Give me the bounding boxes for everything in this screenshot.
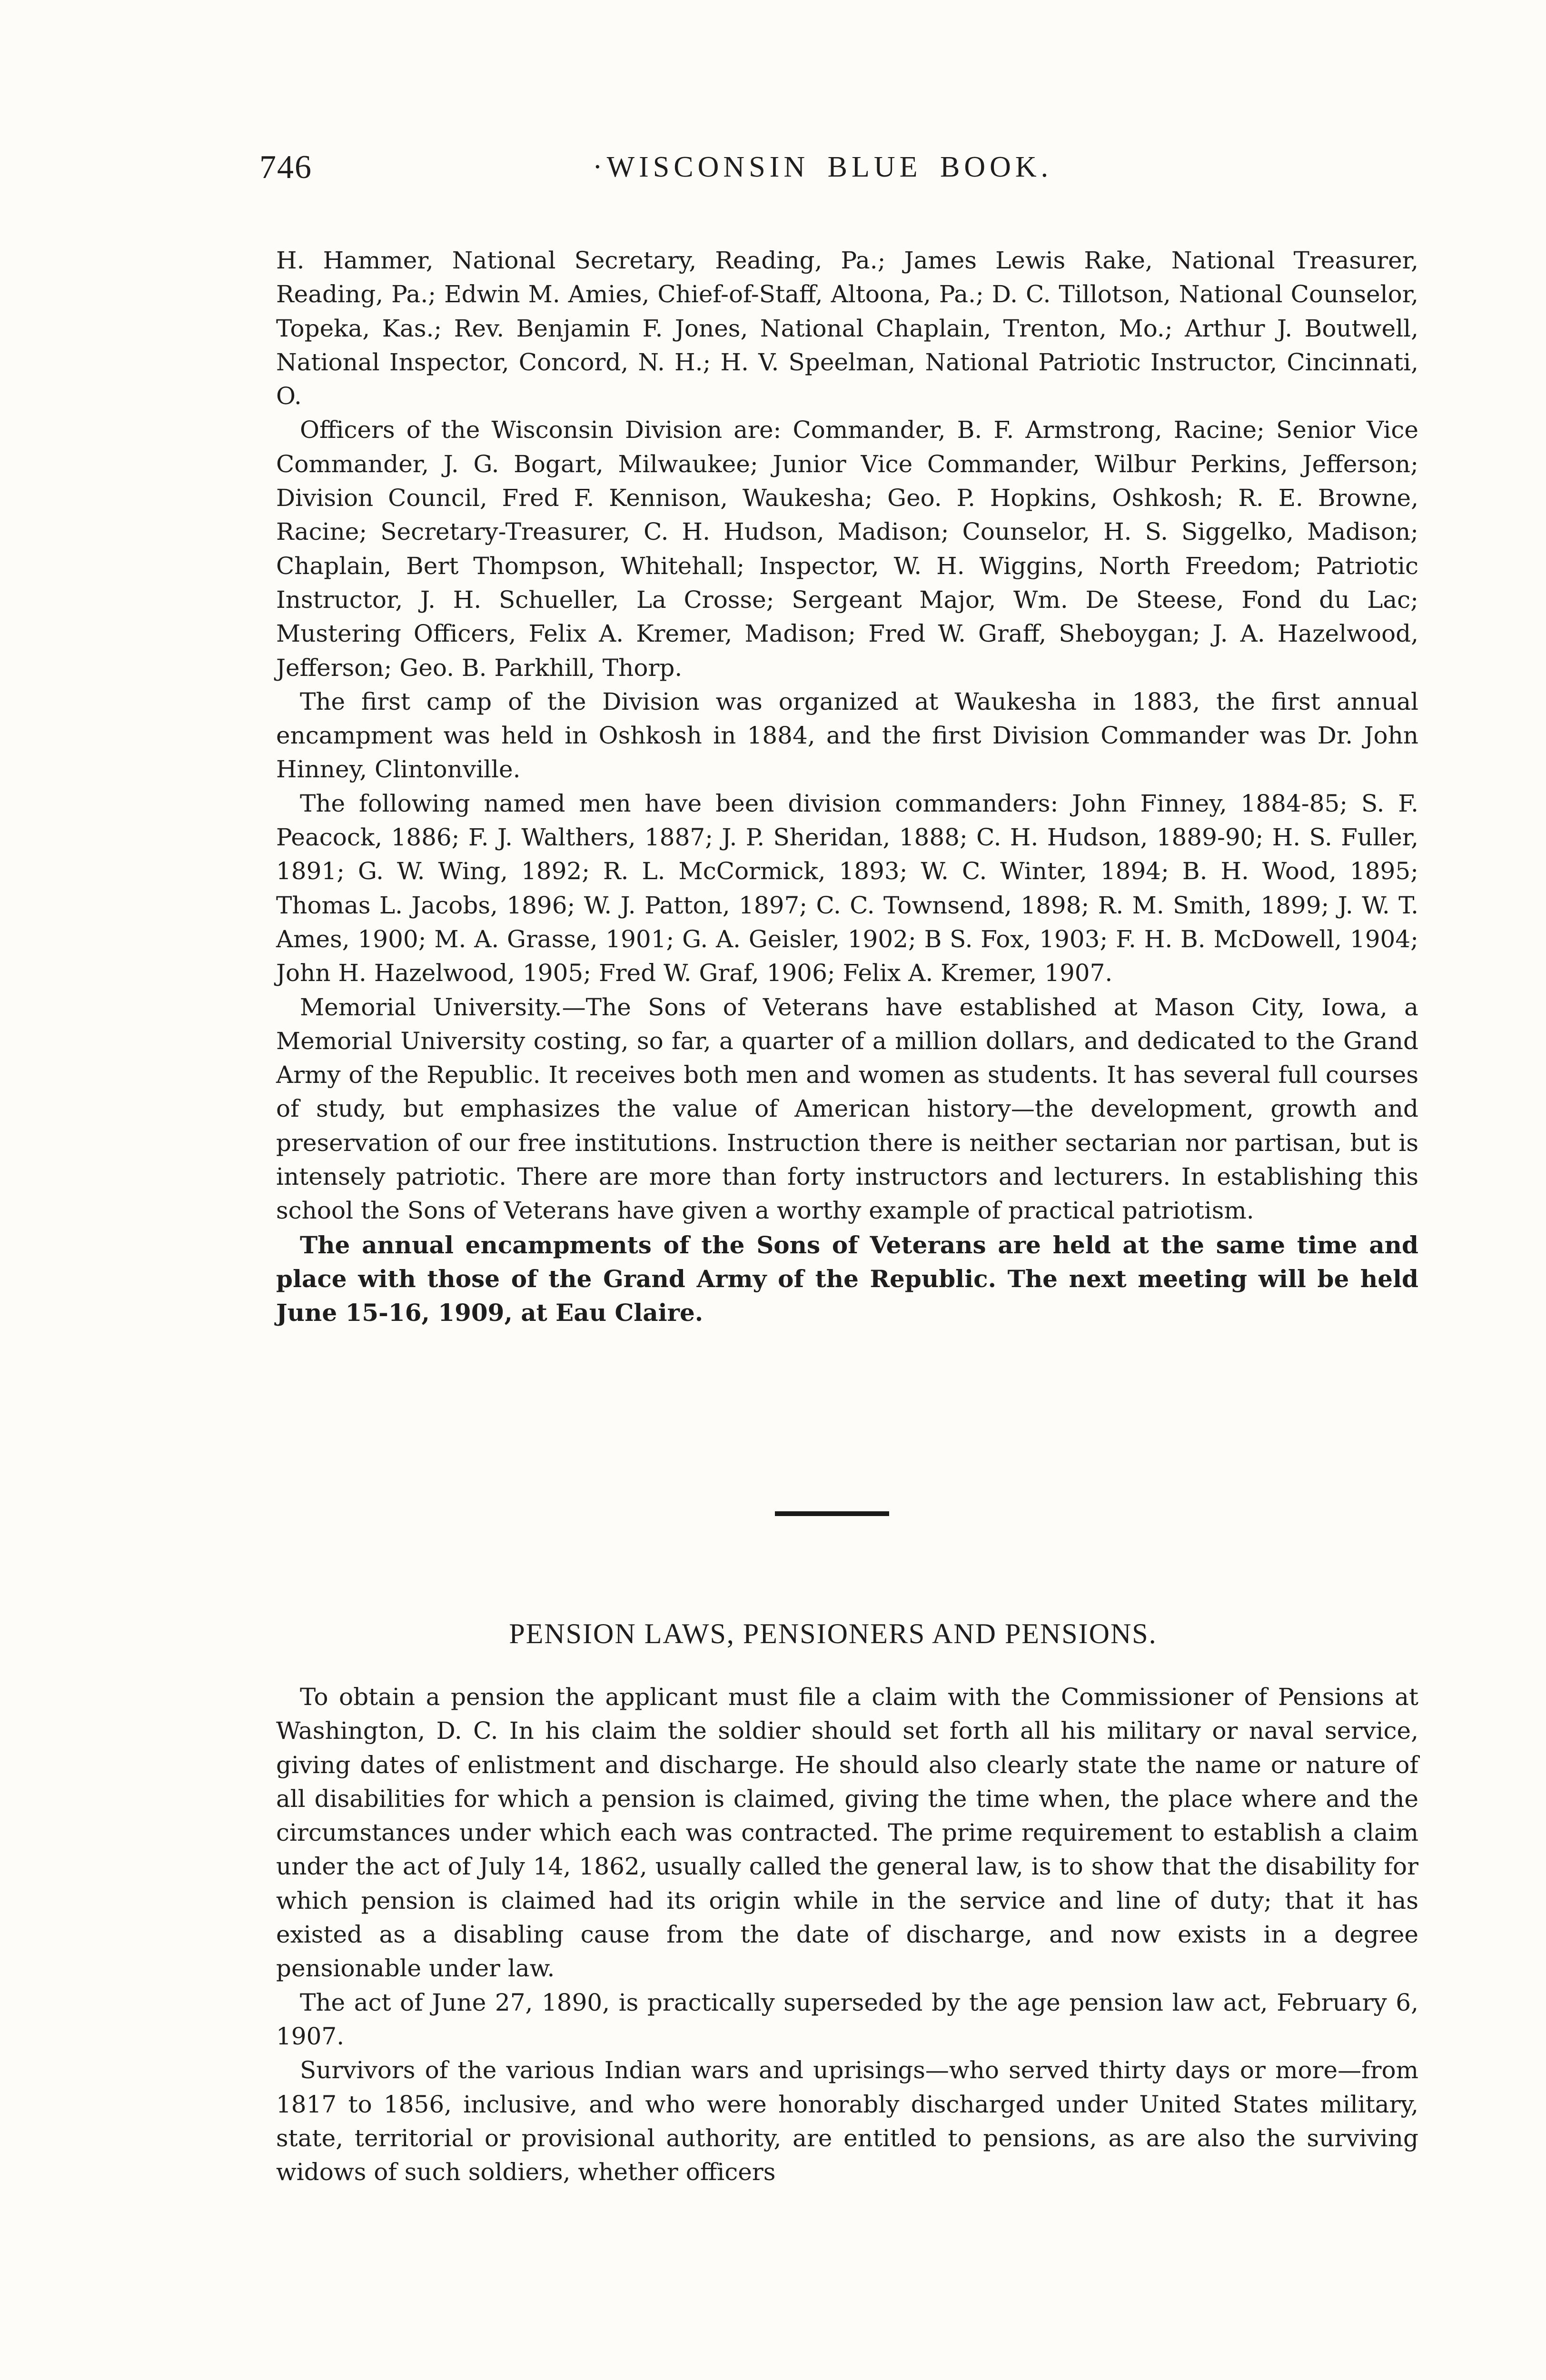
paragraph-wisconsin-division-officers: Officers of the Wisconsin Division are: Commander, B. F. Armstrong, Racine; Senior Vice Commander, J. G. Bogart, Milwaukee; Junior Vice Commander, Wilbur Perkins, Jefferson; Division Council, Fred F. Kennison, Waukesha; Geo. P. Hopkins, Oshkosh; R. E. Browne, Racine; Secretary-Treasurer, C. H. Hudson, Madison; Counselor, H. S. Siggelko, Madison; Chaplain, Bert Thompson, Whitehall; Inspector, W. H. Wiggins, North Freedom; Patriotic Instructor, J. H. Schueller, La Crosse; Sergeant Major, Wm. De Steese, Fond du Lac; Mustering Officers, Felix A. Kremer, Madison; Fred W. Graff, Sheboygan; J. A. Hazelwood, Jefferson; Geo. B. Parkhill, Thorp.: [276, 416, 1418, 682]
top-section-text: [276, 244, 1418, 1330]
paragraph-division-commanders: The following named men have been division commanders: John Finney, 1884-85; S. F. Peacock, 1886; F. J. Walthers, 1887; J. P. Sheridan, 1888; C. H. Hudson, 1889-90; H. S. Fuller, 1891; G. W. Wing, 1892; R. L. McCormick, 1893; W. C. Winter, 1894; B. H. Wood, 1895; Thomas L. Jacobs, 1896; W. J. Patton, 1897; C. C. Townsend, 1898; R. M. Smith, 1899; J. W. T. Ames, 1900; M. A. Grasse, 1901; G. A. Geisler, 1902; B S. Fox, 1903; F. H. B. McDowell, 1904; John H. Hazelwood, 1905; Fred W. Graf, 1906; Felix A. Kremer, 1907.: [276, 789, 1418, 987]
paragraph-annual-encampments: The annual encampments of the Sons of Veterans are held at the same time and place with those of the Grand Army of the Republic. The next meeting will be held June 15-16, 1909, at Eau Claire.: [276, 1230, 1418, 1327]
paragraph-pension-claim: To obtain a pension the applicant must file a claim with the Commissioner of Pensions at Washington, D. C. In his claim the soldier should set forth all his military or naval service, giving dates of enlistment and discharge. He should also clearly state the name or nature of all disabilities for which a pension is claimed, giving the time when, the place where and the circumstances under which each was contracted. The prime requirement to establish a claim under the act of July 14, 1862, usually called the general law, is to show that the disability for which pension is claimed had its origin while in the service and line of duty; that it has existed as a disabling cause from the date of discharge, and now exists in a degree pensionable under law.: [276, 1683, 1418, 1983]
page-number: 746: [259, 149, 312, 186]
paragraph-national-officers: H. Hammer, National Secretary, Reading, Pa.; James Lewis Rake, National Treasurer, Reading, Pa.; Edwin M. Amies, Chief-of-Staff, Altoona, Pa.; D. C. Tillotson, National Counselor, Topeka, Kas.; Rev. Benjamin F. Jones, National Chaplain, Trenton, Mo.; Arthur J. Boutwell, National Inspector, Concord, N. H.; H. V. Speelman, National Patriotic Instructor, Cincinnati, O.: [276, 247, 1418, 410]
section-title: PENSION LAWS, PENSIONERS AND PENSIONS.: [509, 1618, 1157, 1649]
paragraph-indian-wars: Survivors of the various Indian wars and uprisings—who served thirty days or more—from 1817 to 1856, inclusive, and who were honorably discharged under United States military, state, territorial or provisional authority, are entitled to pensions, as are also the surviving widows of such soldiers, whether officers: [276, 2056, 1418, 2186]
paragraph-first-camp: The first camp of the Division was organized at Waukesha in 1883, the first annual encampment was held in Oshkosh in 1884, and the first Division Commander was Dr. John Hinney, Clintonville.: [276, 687, 1418, 783]
paragraph-memorial-university: Memorial University.—The Sons of Veterans have established at Mason City, Iowa, a Memorial University costing, so far, a quarter of a million dollars, and dedicated to the Grand Army of the Republic. It receives both men and women as students. It has several full courses of study, but emphasizes the value of American history—the development, growth and preservation of our free institutions. Instruction there is neither sectarian nor partisan, but is intensely patriotic. There are more than forty instructors and lecturers. In establishing this school the Sons of Veterans have given a worthy example of practical patriotism.: [276, 993, 1418, 1225]
section-divider: [775, 1511, 889, 1516]
page-header: [259, 149, 1421, 201]
paragraph-act-1890: The act of June 27, 1890, is practically superseded by the age pension law act, February 6, 1907.: [276, 1988, 1418, 2050]
pension-section-text: [276, 1680, 1418, 2189]
running-title: ·WISCONSIN BLUE BOOK.: [593, 151, 1053, 183]
